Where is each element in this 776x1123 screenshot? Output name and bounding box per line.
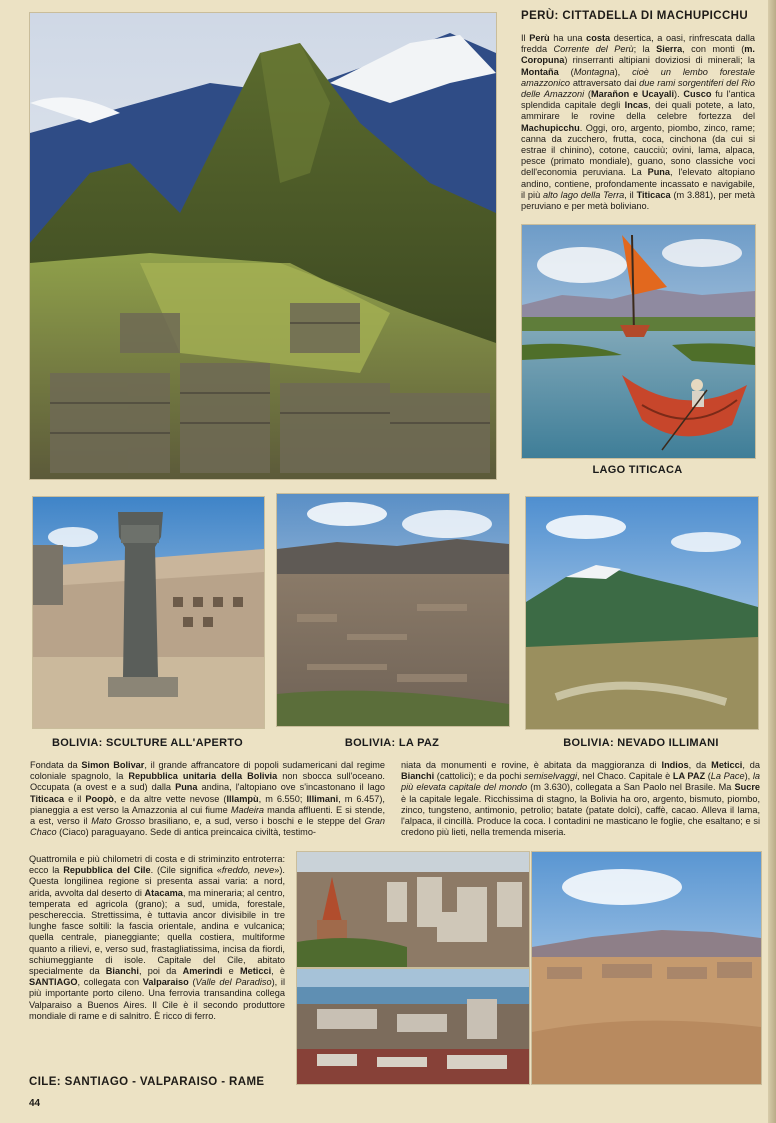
- peru-paragraph: Il Perù ha una costa desertica, a oasi, rinfrescata dalla fredda Corrente del Perù; la Sierra, con monti (m. Coropuna) rinserranti altipiani doviziosi di minerali; la Montaña (Montagna), cioè un lembo forestale amazzonico attraversato dai due rami sorgentiferi del Rio delle Amazzoni (Marañon e Ucayali). Cusco fu l'antica splendida capitale degli Incas, dei quali potete, a lato, ammirare le rovine della celebre fortezza del Machupicchu. Oggi, oro, argento, piombo, zinco, rame; canna da zucchero, frutta, coca, cinchona (da cui si estrae il chinino), cotone, caucciù; ovini, lama, alpaca, pesce (primato mondiale), guano, sono classiche voci dell'economia peruviana. La Puna, l'elevato altopiano andino, contiene, profondamente incassato e navigabile, il più alto lago della Terra, il Titicaca (m 3.881), per metà peruviano e per metà boliviano.: [521, 33, 756, 212]
- caption-sculture: BOLIVIA: SCULTURE ALL'APERTO: [51, 737, 244, 749]
- page-number: 44: [29, 1098, 41, 1109]
- cile-paragraph: Quattromila e più chilometri di costa e di striminzito entroterra: ecco la Repubblica del Cile. (Cile significa «freddo, neve»). Questa longilinea regione si presenta assai varia: a nord, arida, avvolta dal deserto di Atacama, ma mineraria; al centro, temperata ed agricola (grano); a sud, umida, forestale, peschereccia. Strettissima, è tuttavia ancor divisibile in tre lunghe fasce soltili: la fascia orientale, andina e vulcanica; quella centrale, pianeggiante; quella costiera, multiforme quanto a rilievi, e, verso sud, frastagliatissima, incisa da fiordi, schiumeggiante di isole. Capitale del Cile, abitato specialmente da Bianchi, poi da Amerindi e Meticci, è SANTIAGO, collegata con Valparaiso (Valle del Paradiso), il più importante porto cileno. Una ferrovia transandina collega Valparaiso a Buenos Aires. Il Cile è il secondo produttore mondiale di rame e di salnitro. È ricco di ferro.: [29, 854, 286, 1021]
- peru-section-title: PERÙ: CITTADELLA DI MACHUPICCHU: [521, 10, 749, 22]
- bolivia-paragraph-right: niata da monumenti e rovine, è abitata da maggioranza di Indios, da Meticci, da Bianchi (cattolici); e da pochi semiselvaggi, nel Chaco. Capitale è LA PAZ (La Pace), la più elevata capitale del mondo (m 3.630), collegata a San Paolo nel Brasile. Ma Sucre è la capitale legale. Ricchissima di stagno, la Bolivia ha oro, argento, bismuto, piombo, zinco, tungsteno, antimonio, petrolio; batate (patate dolci), caffè, cacao. Alleva il lama, l'alpaca, il cincillà. Produce la coca. I contadini ne masticano le foglie, che esaltano; e si credono più lieti, nella tremenda miseria.: [401, 760, 761, 838]
- page-edge: [768, 0, 776, 1123]
- lago-titicaca-photo: [521, 224, 756, 459]
- caption-la-paz: BOLIVIA: LA PAZ: [344, 737, 440, 749]
- la-paz-photo: [276, 493, 510, 727]
- machupicchu-photo: [29, 12, 497, 480]
- caption-lago-titicaca: LAGO TITICACA: [592, 464, 683, 476]
- desert-copper-photo: [531, 851, 762, 1085]
- caption-illimani: BOLIVIA: NEVADO ILLIMANI: [563, 737, 719, 749]
- cile-section-title: CILE: SANTIAGO - VALPARAISO - RAME: [29, 1076, 265, 1088]
- valparaiso-photo: [296, 968, 530, 1085]
- santiago-photo: [296, 851, 530, 968]
- bolivia-paragraph-left: Fondata da Simon Bolivar, il grande affrancatore di popoli sudamericani dal regime coloniale spagnolo, la Repubblica unitaria della Bolivia non sbocca sull'oceano. Occupata (a ovest e a sud) dalla Puna andina, l'altopiano ove s'incastonano il lago Titicaca e il Poopò, e da altre vette nevose (Illampù, m 6.550; Illimani, m 6.457), pianeggia a est verso la Amazzonia al cui fiume Madeira manda affluenti. E si stende, a est, verso il Mato Grosso brasiliano, e, a sud, verso i boschi e le steppe del Gran Chaco (Ciaco) paraguayano. Sede di antica preincaica civiltà, testimo-: [30, 760, 386, 838]
- sculture-photo: [32, 496, 265, 729]
- illimani-photo: [525, 496, 759, 730]
